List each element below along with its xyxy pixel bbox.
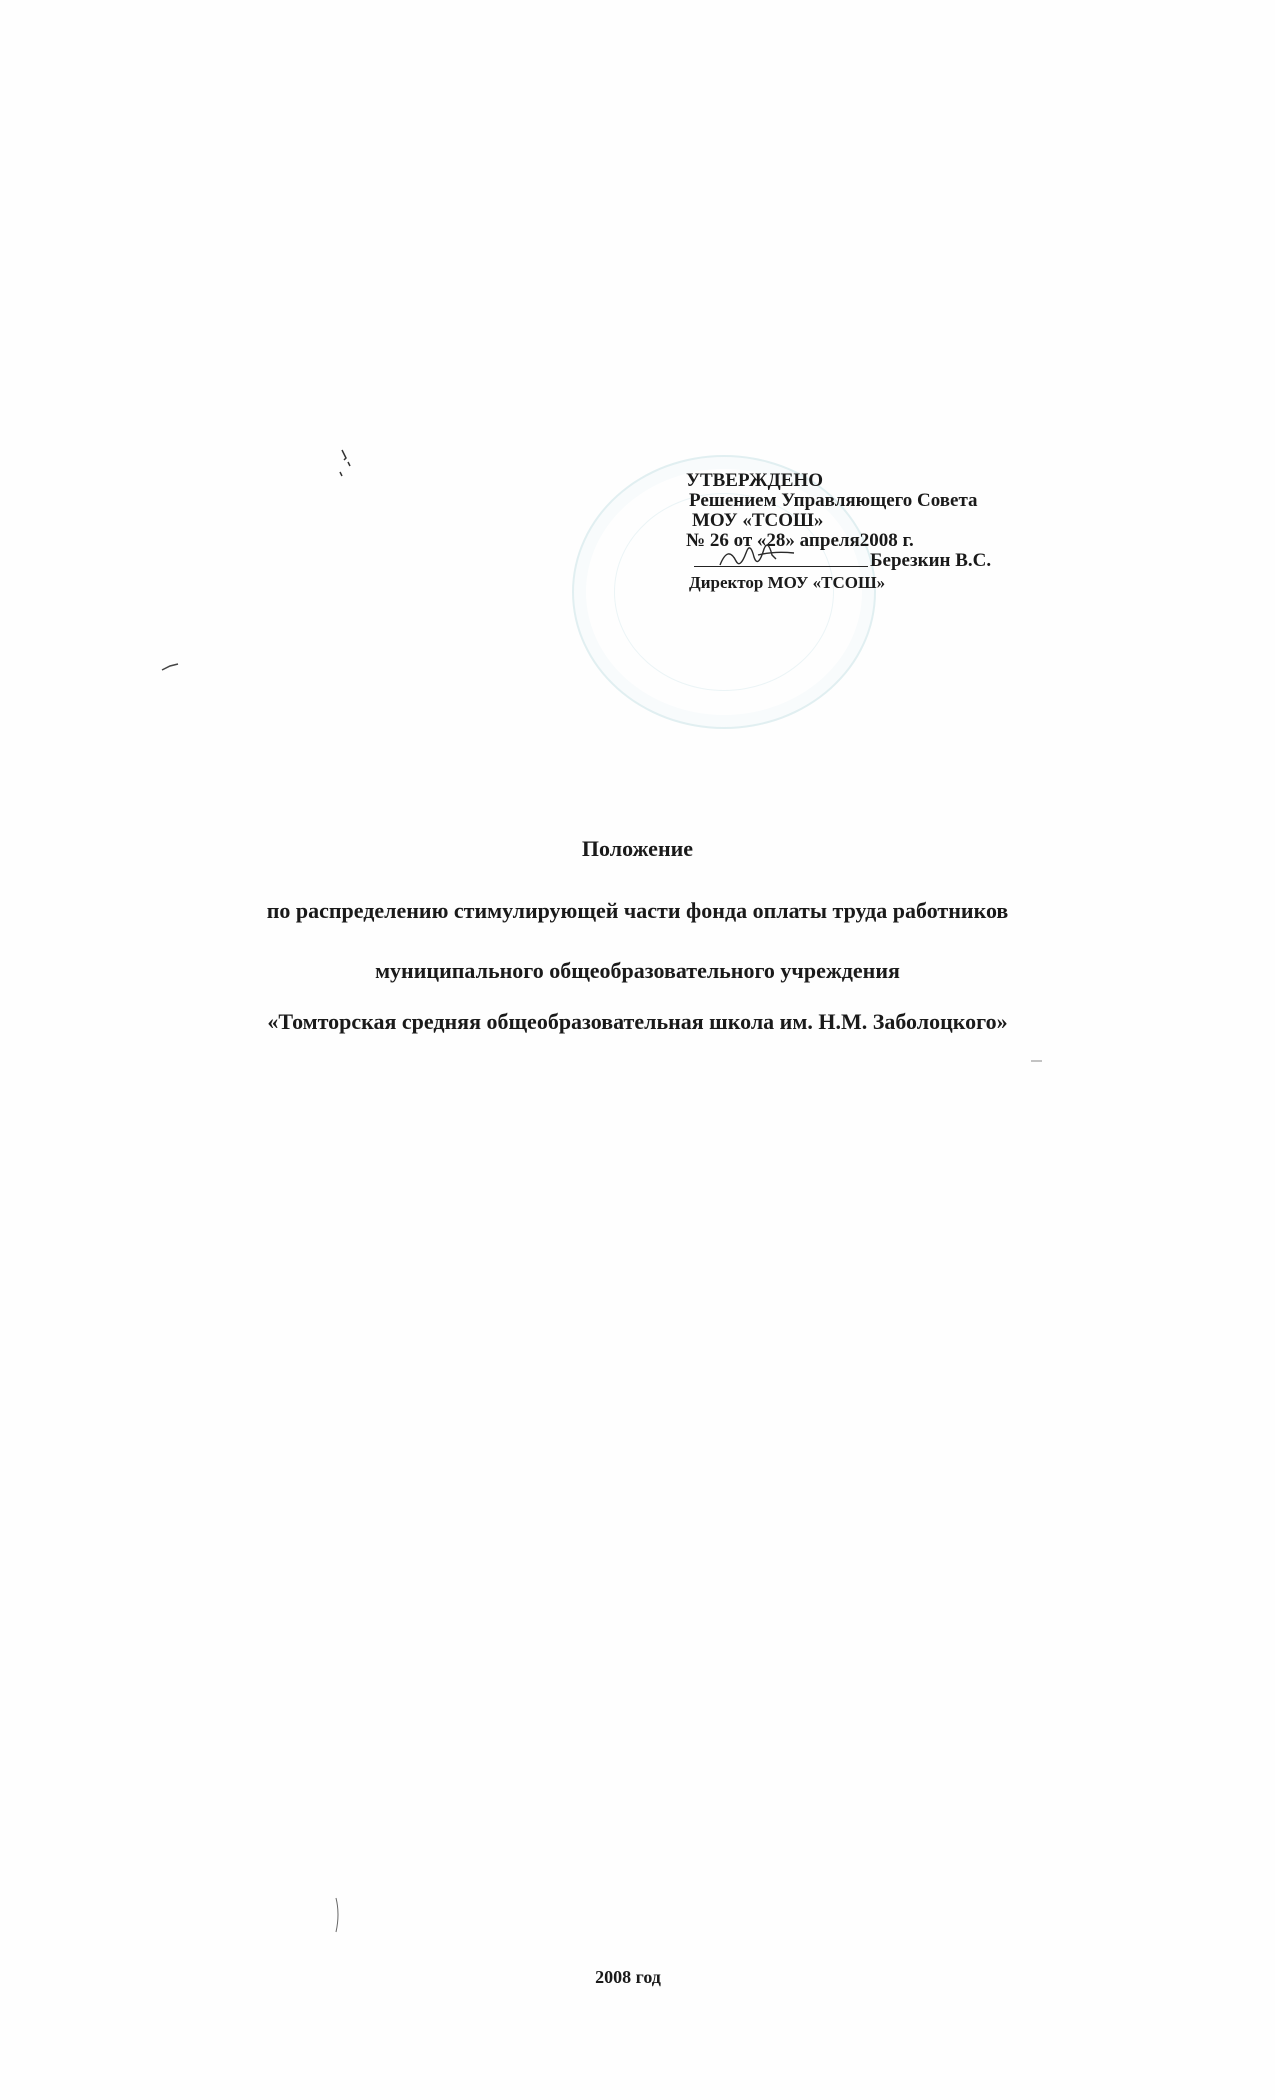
signer-position: Директор МОУ «ТСОШ» <box>689 573 886 592</box>
document-subtitle-line-1: по распределению стимулирующей части фонда оплаты труда работников <box>266 898 1009 923</box>
document-subtitle-line-3: «Томторская средняя общеобразовательная школа им. Н.М. Заболоцкого» <box>267 1009 1008 1034</box>
approval-block <box>686 471 1106 593</box>
signer-name: Березкин В.С. <box>870 550 992 571</box>
scan-speck-4 <box>1030 1058 1044 1064</box>
approval-heading: УТВЕРЖДЕНО <box>686 470 823 491</box>
handwritten-signature <box>714 535 804 575</box>
document-subtitle-line-2: муниципального общеобразовательного учреждения <box>375 958 900 983</box>
document-year: 2008 год <box>595 1967 661 1987</box>
scan-speck-1 <box>338 448 358 478</box>
scan-speck-3 <box>332 1896 344 1936</box>
document-title: Положение <box>581 836 694 861</box>
approval-organization: МОУ «ТСОШ» <box>692 510 824 531</box>
scan-speck-2 <box>160 660 182 674</box>
signature-row <box>686 551 1106 573</box>
approval-number-date: № 26 от «28» апреля2008 г. <box>686 530 914 551</box>
approval-decision: Решением Управляющего Совета <box>689 490 978 511</box>
